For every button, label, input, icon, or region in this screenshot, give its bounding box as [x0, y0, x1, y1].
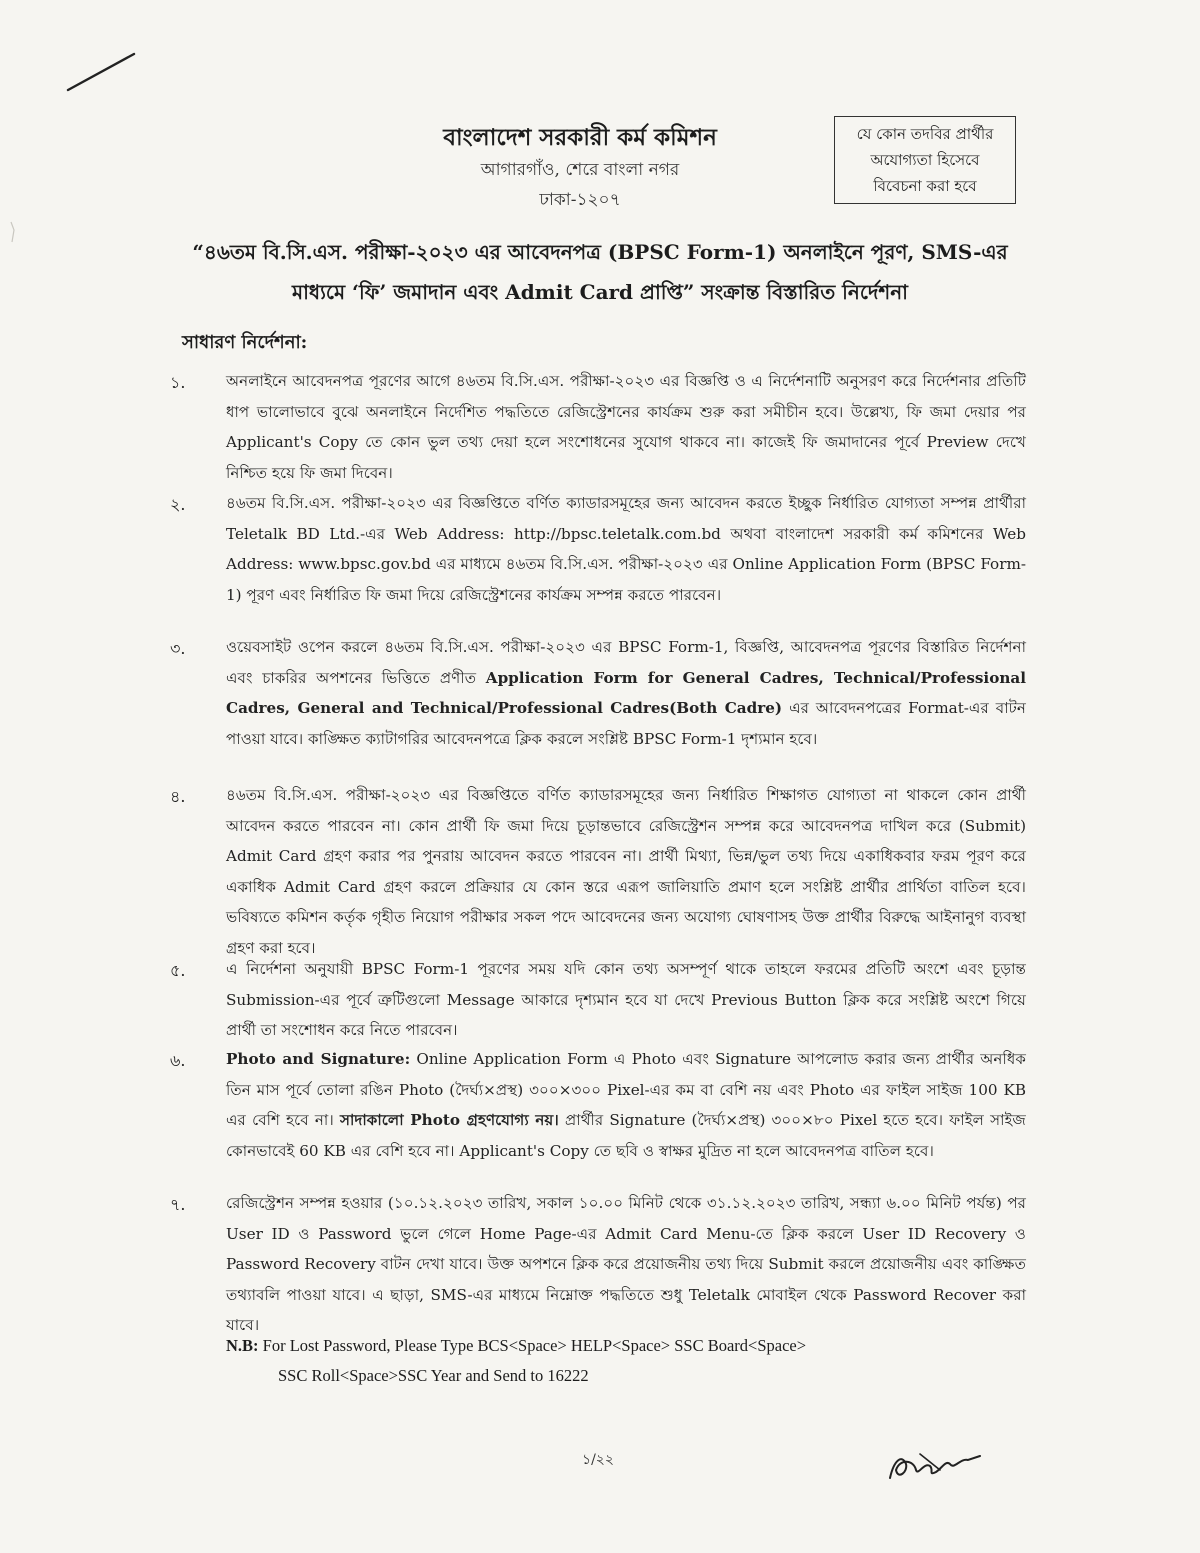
item-text: রেজিস্ট্রেশন সম্পন্ন হওয়ার (১০.১২.২০২৩ তারিখ, সকাল ১০.০০ মিনিট থেকে ৩১.১২.২০২৩ তারিখ, সন্ধ্যা ৬.০০ মিনিট পর্যন্ত) পর User ID ও Password ভুলে গেলে Home Page-এর Admit Card Menu-তে ক্লিক করলে User ID Recovery ও Password Recovery বাটন দেখা যাবে। উক্ত অপশনে ক্লিক করে প্রয়োজনীয় তথ্য দিয়ে Submit করলে প্রয়োজনীয় এবং কাঙ্ক্ষিত তথ্যাবলি পাওয়া যাবে। এ ছাড়া, SMS-এর মাধ্যমে নিম্নোক্ত পদ্ধতিতে শুধু Teletalk মোবাইল থেকে Password Recover করা যাবে।: [226, 1194, 1026, 1334]
warning-line-1: যে কোন তদবির প্রার্থীর: [856, 125, 994, 143]
title-line-2: মাধ্যমে ‘ফি’ জমাদান এবং Admit Card প্রাপ্তি” সংক্রান্ত বিস্তারিত নির্দেশনা: [292, 280, 908, 304]
handwritten-signature: [880, 1440, 990, 1490]
item-number: ১.: [170, 373, 186, 392]
address-line-1: আগারগাঁও, শেরে বাংলা নগর: [480, 160, 680, 180]
item-number: ২.: [170, 495, 186, 514]
item-text-part: প্রার্থীর Signature (দৈর্ঘ্য×প্রস্থ) ৩০০×৮০ Pixel হতে হবে। ফাইল সাইজ কোনভাবেই 60 KB এর বেশি হবে না। Applicant's Copy তে ছবি ও স্বাক্ষর মুদ্রিত না হলে আবেদনপত্র বাতিল হবে।: [226, 1111, 1027, 1160]
item-text-bold: Application Form for General Cadres, Technical/Professional Cadres, General and Technical/Professional Cadres(Both Cadre): [226, 668, 1026, 717]
nb-note: [226, 1331, 1036, 1391]
item-number: ৩.: [170, 639, 186, 658]
item-text: [226, 1044, 1026, 1166]
address-line-2: ঢাকা-১২০৭: [539, 190, 621, 210]
scan-speck: [8, 220, 18, 244]
item-text: [226, 632, 1026, 754]
item-label: Photo and Signature:: [226, 1050, 411, 1068]
warning-box: [834, 116, 1016, 204]
item-text: ৪৬তম বি.সি.এস. পরীক্ষা-২০২৩ এর বিজ্ঞপ্তিতে বর্ণিত ক্যাডারসমূহের জন্য নির্ধারিত শিক্ষাগত যোগ্যতা না থাকলে কোন প্রার্থী আবেদন করতে পারবেন না। কোন প্রার্থী ফি জমা দিয়ে চূড়ান্তভাবে রেজিস্ট্রেশন সম্পন্ন করে আবেদনপত্র দাখিল করে (Submit) Admit Card গ্রহণ করার পর পুনরায় আবেদন করতে পারবেন না। প্রার্থী মিথ্যা, ভিন্ন/ভুল তথ্য দিয়ে একাধিকবার ফরম পূরণ করে একাধিক Admit Card গ্রহণ করলে প্রক্রিয়ার যে কোন স্তরে এরূপ জালিয়াতি প্রমাণ হলে সংশ্লিষ্ট প্রার্থীর প্রার্থিতা বাতিল হবে। ভবিষ্যতে কমিশন কর্তৃক গৃহীত নিয়োগ পরীক্ষার সকল পদে আবেদনের জন্য অযোগ্য ঘোষণাসহ উক্ত প্রার্থীর বিরুদ্ধে আইনানুগ ব্যবস্থা গ্রহণ করা হবে।: [226, 786, 1026, 957]
item-number: ৭.: [170, 1195, 186, 1214]
item-text-part: ওয়েবসাইট ওপেন করলে ৪৬তম বি.সি.এস. পরীক্ষা-২০২৩ এর BPSC Form-1, বিজ্ঞপ্তি, আবেদনপত্র পূরণের বিস্তারিত নির্দেশনা এবং চাকরির অপশনের ভিত্তিতে প্রণীত: [226, 638, 1026, 687]
item-text: এ নির্দেশনা অনুযায়ী BPSC Form-1 পূরণের সময় যদি কোন তথ্য অসম্পূর্ণ থাকে তাহলে ফরমের প্রতিটি অংশে এবং চূড়ান্ত Submission-এর পূর্বে ত্রুটিগুলো Message আকারে দৃশ্যমান হবে যা দেখে Previous Button ক্লিক করে সংশ্লিষ্ট অংশে গিয়ে প্রার্থী তা সংশোধন করে নিতে পারবেন।: [226, 960, 1026, 1039]
item-text-part: Online Application Form এ Photo এবং Signature আপলোড করার জন্য প্রার্থীর অনধিক তিন মাস পূর্বে তোলা রঙিন Photo (দৈর্ঘ্য×প্রস্থ) ৩০০×৩০০ Pixel-এর কম বা বেশি নয় এবং Photo এর ফাইল সাইজ 100 KB এর বেশি হবে না।: [226, 1050, 1026, 1129]
warning-line-3: বিবেচনা করা হবে: [873, 177, 977, 195]
nb-label: N.B:: [226, 1336, 259, 1355]
warning-line-2: অযোগ্যতা হিসেবে: [870, 151, 980, 169]
page-number: ১/২২: [582, 1452, 615, 1468]
item-number: ৬.: [170, 1051, 186, 1070]
title-line-1: “৪৬তম বি.সি.এস. পরীক্ষা-২০২৩ এর আবেদনপত্র (BPSC Form-1) অনলাইনে পূরণ, SMS-এর: [192, 240, 1008, 264]
item-text-bold: সাদাকালো Photo গ্রহণযোগ্য নয়।: [339, 1111, 559, 1129]
nb-line-1: For Lost Password, Please Type BCS<Space> HELP<Space> SSC Board<Space>: [258, 1336, 807, 1355]
item-number: ৪.: [170, 787, 186, 806]
document-title: [150, 232, 1050, 312]
item-number: ৫.: [170, 961, 186, 980]
nb-line-2: SSC Roll<Space>SSC Year and Send to 16222: [278, 1366, 589, 1385]
letterhead: [380, 122, 780, 214]
item-text: ৪৬তম বি.সি.এস. পরীক্ষা-২০২৩ এর বিজ্ঞপ্তিতে বর্ণিত ক্যাডারসমূহের জন্য আবেদন করতে ইচ্ছুক নির্ধারিত যোগ্যতা সম্পন্ন প্রার্থীরা Teletalk BD Ltd.-এর Web Address: http://bpsc.teletalk.com.bd অথবা বাংলাদেশ সরকারী কর্ম কমিশনের Web Address: www.bpsc.gov.bd এর মাধ্যমে ৪৬তম বি.সি.এস. পরীক্ষা-২০২৩ এর Online Application Form (BPSC Form-1) পূরণ এবং নির্ধারিত ফি জমা দিয়ে রেজিস্ট্রেশনের কার্যক্রম সম্পন্ন করতে পারবেন।: [226, 494, 1026, 604]
org-name: বাংলাদেশ সরকারী কর্ম কমিশন: [443, 124, 717, 151]
pen-stroke-mark: [60, 48, 140, 98]
item-text-part: এর আবেদনপত্রের Format-এর বাটন পাওয়া যাবে। কাঙ্ক্ষিত ক্যাটাগরির আবেদনপত্রে ক্লিক করলে সংশ্লিষ্ট BPSC Form-1 দৃশ্যমান হবে।: [226, 699, 1027, 748]
item-text: অনলাইনে আবেদনপত্র পূরণের আগে ৪৬তম বি.সি.এস. পরীক্ষা-২০২৩ এর বিজ্ঞপ্তি ও এ নির্দেশনাটি অনুসরণ করে নির্দেশনার প্রতিটি ধাপ ভালোভাবে বুঝে অনলাইনে নির্দেশিত পদ্ধতিতে রেজিস্ট্রেশনের কার্যক্রম শুরু করা সমীচীন হবে। উল্লেখ্য, ফি জমা দেয়ার পর Applicant's Copy তে কোন ভুল তথ্য দেয়া হলে সংশোধনের সুযোগ থাকবে না। কাজেই ফি জমাদানের পূর্বে Preview দেখে নিশ্চিত হয়ে ফি জমা দিবেন।: [226, 372, 1026, 482]
section-heading: সাধারণ নির্দেশনা:: [182, 332, 308, 353]
